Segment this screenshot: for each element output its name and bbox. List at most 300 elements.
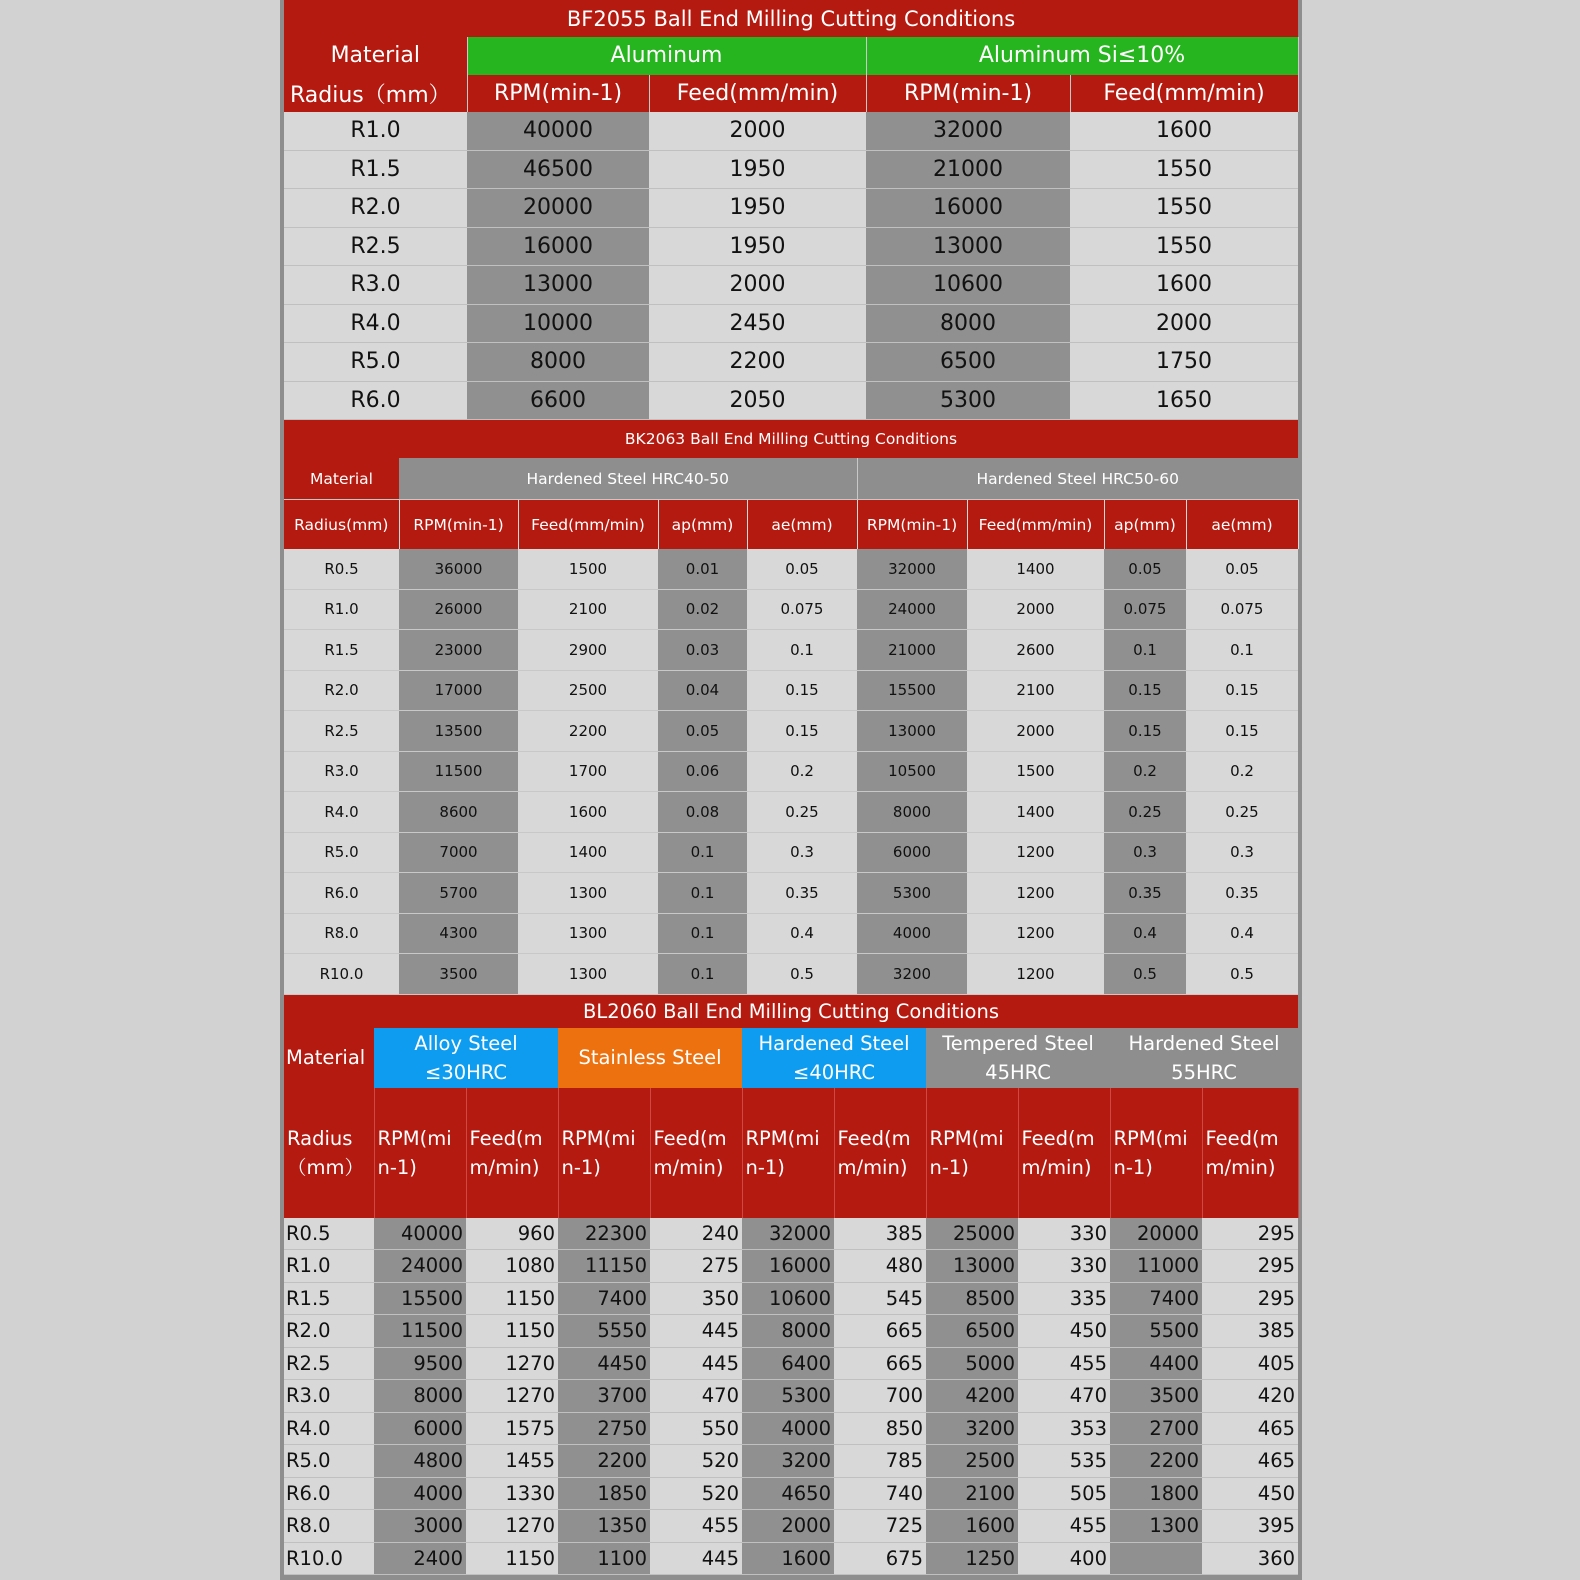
table-cell: 1300	[1110, 1510, 1202, 1543]
table-cell: 2900	[518, 630, 658, 671]
table-cell: 13000	[467, 266, 649, 305]
table-cell: R5.0	[284, 1445, 374, 1478]
table-cell: 1400	[967, 549, 1104, 589]
material-line1: Alloy Steel	[414, 1031, 518, 1055]
bk2063-column-header: Feed(mm/min)	[518, 500, 658, 550]
table-cell: 2100	[967, 670, 1104, 711]
header-line1: RPM(mi	[745, 1126, 820, 1150]
table-cell: 13000	[866, 227, 1070, 266]
table-cell: 10600	[742, 1282, 834, 1315]
bl2060-table	[284, 995, 1299, 1576]
material-line2: 55HRC	[1171, 1060, 1237, 1084]
table-cell: 7400	[1110, 1282, 1202, 1315]
table-cell: 0.35	[1186, 873, 1298, 914]
bl2060-material-alloy-steel	[374, 1028, 558, 1088]
table-cell: 550	[650, 1412, 742, 1445]
table-cell: 1950	[649, 189, 866, 228]
table-cell: R6.0	[284, 1477, 374, 1510]
table-cell: R2.5	[284, 227, 467, 266]
table-cell: 2000	[1070, 304, 1298, 343]
table-cell: 46500	[467, 150, 649, 189]
table-cell: 2700	[1110, 1412, 1202, 1445]
table-cell: 295	[1202, 1250, 1298, 1283]
table-cell: 1800	[1110, 1477, 1202, 1510]
table-cell: 2750	[558, 1412, 650, 1445]
table-cell: 11500	[399, 751, 518, 792]
bk2063-material-hrc40-50: Hardened Steel HRC40-50	[399, 458, 857, 500]
header-line2: n-1)	[745, 1155, 785, 1179]
table-cell: 36000	[399, 549, 518, 589]
table-cell: 275	[650, 1250, 742, 1283]
table-cell: 0.4	[1186, 913, 1298, 954]
header-line1: Feed(m	[469, 1126, 543, 1150]
table-cell: 0.5	[747, 954, 857, 995]
table-cell: 445	[650, 1315, 742, 1348]
table-cell: 0.05	[747, 549, 857, 589]
table-cell: 1950	[649, 150, 866, 189]
header-line2: n-1)	[377, 1155, 417, 1179]
table-cell: 5550	[558, 1315, 650, 1348]
table-cell: 4000	[742, 1412, 834, 1445]
table-cell: 13000	[926, 1250, 1018, 1283]
header-line2: m/min)	[653, 1155, 724, 1179]
table-cell: R0.5	[284, 549, 399, 589]
table-cell: 665	[834, 1347, 926, 1380]
table-cell: R8.0	[284, 913, 399, 954]
header-line1: Feed(m	[653, 1126, 727, 1150]
table-cell: 2200	[1110, 1445, 1202, 1478]
table-row	[284, 1250, 1298, 1283]
bl2060-column-header	[834, 1088, 926, 1218]
table-cell: 24000	[857, 589, 967, 630]
table-cell: 0.03	[658, 630, 747, 671]
table-cell: 32000	[857, 549, 967, 589]
table-cell: 1575	[466, 1412, 558, 1445]
table-cell: 15500	[374, 1282, 466, 1315]
table-cell: 0.3	[747, 832, 857, 873]
table-row	[284, 792, 1298, 833]
table-cell: 1270	[466, 1510, 558, 1543]
table-cell: 0.4	[1104, 913, 1186, 954]
table-cell: 0.2	[1104, 751, 1186, 792]
table-cell: 0.02	[658, 589, 747, 630]
table-cell: 7000	[399, 832, 518, 873]
bk2063-material-label: Material	[284, 458, 399, 500]
table-cell: 5300	[866, 381, 1070, 420]
table-cell: 8000	[866, 304, 1070, 343]
table-cell: 5300	[857, 873, 967, 914]
bl2060-material-label: Material	[284, 1028, 374, 1088]
table-row	[284, 630, 1298, 671]
table-cell: 0.25	[747, 792, 857, 833]
header-line1: RPM(mi	[377, 1126, 452, 1150]
table-cell: 1500	[967, 751, 1104, 792]
bk2063-column-header: RPM(min-1)	[399, 500, 518, 550]
table-cell: 1700	[518, 751, 658, 792]
bf2055-material-aluminum-si: Aluminum Si≤10%	[866, 37, 1298, 75]
header-line1: RPM(mi	[929, 1126, 1004, 1150]
table-row	[284, 266, 1298, 305]
bf2055-title: BF2055 Ball End Milling Cutting Conditions	[284, 0, 1298, 37]
table-cell: 0.05	[1186, 549, 1298, 589]
table-cell: 1300	[518, 954, 658, 995]
table-cell: 785	[834, 1445, 926, 1478]
table-cell: 8000	[467, 343, 649, 382]
table-cell: 40000	[467, 112, 649, 150]
table-cell: 2000	[649, 266, 866, 305]
table-cell: 0.3	[1186, 832, 1298, 873]
table-cell: 360	[1202, 1542, 1298, 1575]
table-cell: 505	[1018, 1477, 1110, 1510]
table-row	[284, 1510, 1298, 1543]
bl2060-column-header	[1202, 1088, 1298, 1218]
table-cell: 4000	[374, 1477, 466, 1510]
table-cell: 1600	[1070, 266, 1298, 305]
table-cell: 455	[650, 1510, 742, 1543]
table-cell: 7400	[558, 1282, 650, 1315]
table-cell: 385	[1202, 1315, 1298, 1348]
bl2060-material-hardened-55	[1110, 1028, 1298, 1088]
table-row	[284, 227, 1298, 266]
table-cell: 1455	[466, 1445, 558, 1478]
material-line1: Hardened Steel	[758, 1031, 910, 1055]
table-cell: 10000	[467, 304, 649, 343]
table-cell: 520	[650, 1477, 742, 1510]
table-cell: 0.1	[747, 630, 857, 671]
table-cell: 0.25	[1104, 792, 1186, 833]
table-cell: 450	[1018, 1315, 1110, 1348]
table-row	[284, 1315, 1298, 1348]
bf2055-table	[284, 0, 1299, 420]
table-cell: 1270	[466, 1380, 558, 1413]
table-cell: R10.0	[284, 954, 399, 995]
table-cell: 1330	[466, 1477, 558, 1510]
table-cell: R3.0	[284, 1380, 374, 1413]
table-cell: 2200	[558, 1445, 650, 1478]
table-cell: 330	[1018, 1218, 1110, 1250]
bl2060-column-header	[650, 1088, 742, 1218]
table-cell: 960	[466, 1218, 558, 1250]
table-cell: 8600	[399, 792, 518, 833]
table-row	[284, 189, 1298, 228]
table-row	[284, 549, 1298, 589]
bk2063-table	[284, 420, 1299, 995]
table-cell: 3700	[558, 1380, 650, 1413]
table-cell: 23000	[399, 630, 518, 671]
header-line2: m/min)	[837, 1155, 908, 1179]
table-cell: 2200	[649, 343, 866, 382]
table-cell: 240	[650, 1218, 742, 1250]
table-cell: 2500	[518, 670, 658, 711]
header-line1: Feed(m	[1205, 1126, 1279, 1150]
bk2063-column-header: Feed(mm/min)	[967, 500, 1104, 550]
table-cell: 330	[1018, 1250, 1110, 1283]
table-cell: 1150	[466, 1315, 558, 1348]
table-cell: 665	[834, 1315, 926, 1348]
table-cell: 700	[834, 1380, 926, 1413]
table-cell: 15500	[857, 670, 967, 711]
bl2060-material-hardened-40	[742, 1028, 926, 1088]
table-cell: 0.075	[1186, 589, 1298, 630]
table-cell: 3500	[1110, 1380, 1202, 1413]
table-row	[284, 1477, 1298, 1510]
table-cell: R2.0	[284, 670, 399, 711]
table-cell: R2.0	[284, 1315, 374, 1348]
table-cell: 1600	[518, 792, 658, 833]
header-line2: n-1)	[929, 1155, 969, 1179]
table-cell: R8.0	[284, 1510, 374, 1543]
table-cell: 16000	[742, 1250, 834, 1283]
bk2063-column-header: ae(mm)	[1186, 500, 1298, 550]
table-row	[284, 1218, 1298, 1250]
table-cell: R1.0	[284, 589, 399, 630]
table-cell: 0.075	[747, 589, 857, 630]
bl2060-column-header	[742, 1088, 834, 1218]
table-cell: 20000	[467, 189, 649, 228]
table-cell: 17000	[399, 670, 518, 711]
table-cell: 1550	[1070, 150, 1298, 189]
table-cell: R1.5	[284, 1282, 374, 1315]
table-cell: 350	[650, 1282, 742, 1315]
table-cell: 1080	[466, 1250, 558, 1283]
material-line2: ≤30HRC	[424, 1060, 507, 1084]
table-cell: 1200	[967, 873, 1104, 914]
bl2060-column-header	[1110, 1088, 1202, 1218]
table-cell: 385	[834, 1218, 926, 1250]
bf2055-column-header: Feed(mm/min)	[649, 75, 866, 113]
table-cell: 0.1	[1186, 630, 1298, 671]
table-cell: 545	[834, 1282, 926, 1315]
table-cell: 455	[1018, 1510, 1110, 1543]
table-cell: 16000	[467, 227, 649, 266]
table-cell: R10.0	[284, 1542, 374, 1575]
table-cell: R1.0	[284, 112, 467, 150]
table-cell: 335	[1018, 1282, 1110, 1315]
table-cell: 1550	[1070, 189, 1298, 228]
table-cell: R3.0	[284, 266, 467, 305]
table-cell: R4.0	[284, 304, 467, 343]
table-cell: R6.0	[284, 381, 467, 420]
table-cell: 8000	[857, 792, 967, 833]
table-cell: 1100	[558, 1542, 650, 1575]
table-cell: 465	[1202, 1412, 1298, 1445]
table-cell: 26000	[399, 589, 518, 630]
table-cell: 2450	[649, 304, 866, 343]
table-cell: 8000	[742, 1315, 834, 1348]
table-cell: 2000	[967, 589, 1104, 630]
table-row	[284, 112, 1298, 150]
table-cell: 740	[834, 1477, 926, 1510]
table-row	[284, 150, 1298, 189]
table-cell: 20000	[1110, 1218, 1202, 1250]
table-cell: 2500	[926, 1445, 1018, 1478]
table-cell: 1200	[967, 913, 1104, 954]
table-cell: 8000	[374, 1380, 466, 1413]
bk2063-column-header: Radius(mm)	[284, 500, 399, 550]
bl2060-column-header	[558, 1088, 650, 1218]
bf2055-material-label: Material	[284, 37, 467, 75]
table-cell: R4.0	[284, 792, 399, 833]
table-cell: 4800	[374, 1445, 466, 1478]
bl2060-column-header	[284, 1088, 374, 1218]
table-cell: 32000	[866, 112, 1070, 150]
table-cell: 2000	[649, 112, 866, 150]
table-row	[284, 343, 1298, 382]
table-cell: 1300	[518, 913, 658, 954]
table-row	[284, 711, 1298, 752]
table-row	[284, 954, 1298, 995]
table-cell: 0.5	[1104, 954, 1186, 995]
table-cell: 8500	[926, 1282, 1018, 1315]
table-cell: 0.3	[1104, 832, 1186, 873]
table-cell: 405	[1202, 1347, 1298, 1380]
table-cell: R2.5	[284, 711, 399, 752]
table-cell: 0.15	[1186, 670, 1298, 711]
table-cell: 2200	[518, 711, 658, 752]
table-cell: 24000	[374, 1250, 466, 1283]
bl2060-material-stainless-steel	[558, 1028, 742, 1088]
table-row	[284, 1542, 1298, 1575]
table-row	[284, 670, 1298, 711]
table-cell: 1150	[466, 1542, 558, 1575]
table-cell: 1850	[558, 1477, 650, 1510]
table-cell: R2.0	[284, 189, 467, 228]
table-cell: 0.4	[747, 913, 857, 954]
table-cell: R2.5	[284, 1347, 374, 1380]
bk2063-material-hrc50-60: Hardened Steel HRC50-60	[857, 458, 1298, 500]
table-cell: 2400	[374, 1542, 466, 1575]
table-cell: 520	[650, 1445, 742, 1478]
table-cell: 1600	[1070, 112, 1298, 150]
table-cell: 0.1	[658, 873, 747, 914]
table-cell: 25000	[926, 1218, 1018, 1250]
table-cell: 470	[1018, 1380, 1110, 1413]
table-cell: 2100	[926, 1477, 1018, 1510]
table-cell: 4450	[558, 1347, 650, 1380]
table-cell: 1200	[967, 832, 1104, 873]
table-cell: 1200	[967, 954, 1104, 995]
table-cell: 725	[834, 1510, 926, 1543]
table-cell: 9500	[374, 1347, 466, 1380]
bf2055-column-header: RPM(min-1)	[866, 75, 1070, 113]
table-cell: 11000	[1110, 1250, 1202, 1283]
header-line2: m/min)	[1021, 1155, 1092, 1179]
table-cell: 1150	[466, 1282, 558, 1315]
bf2055-column-header: Feed(mm/min)	[1070, 75, 1298, 113]
table-cell: 0.2	[1186, 751, 1298, 792]
bl2060-title: BL2060 Ball End Milling Cutting Conditions	[284, 995, 1298, 1028]
table-cell: 445	[650, 1347, 742, 1380]
table-cell: 11500	[374, 1315, 466, 1348]
bk2063-title: BK2063 Ball End Milling Cutting Conditions	[284, 420, 1298, 458]
table-cell: 1500	[518, 549, 658, 589]
bl2060-column-header	[926, 1088, 1018, 1218]
bf2055-column-header: RPM(min-1)	[467, 75, 649, 113]
table-cell: 455	[1018, 1347, 1110, 1380]
table-cell: 2000	[967, 711, 1104, 752]
table-cell: 2100	[518, 589, 658, 630]
material-line1: Hardened Steel	[1128, 1031, 1280, 1055]
table-cell: 3200	[926, 1412, 1018, 1445]
table-cell: 1400	[518, 832, 658, 873]
bk2063-column-header: ae(mm)	[747, 500, 857, 550]
table-cell: 1600	[742, 1542, 834, 1575]
table-cell: 535	[1018, 1445, 1110, 1478]
table-cell: 0.15	[747, 711, 857, 752]
table-cell: 10600	[866, 266, 1070, 305]
material-line2: ≤40HRC	[792, 1060, 875, 1084]
table-cell: 6500	[866, 343, 1070, 382]
table-cell: 6500	[926, 1315, 1018, 1348]
table-cell: 1350	[558, 1510, 650, 1543]
header-line1: RPM(mi	[1113, 1126, 1188, 1150]
table-cell: 0.05	[658, 711, 747, 752]
table-cell: 0.06	[658, 751, 747, 792]
table-cell: R4.0	[284, 1412, 374, 1445]
table-cell: 420	[1202, 1380, 1298, 1413]
material-line2: 45HRC	[985, 1060, 1051, 1084]
table-cell: 450	[1202, 1477, 1298, 1510]
header-line1: Feed(m	[837, 1126, 911, 1150]
table-cell: 0.15	[1186, 711, 1298, 752]
table-cell: 0.15	[747, 670, 857, 711]
table-cell: 0.5	[1186, 954, 1298, 995]
material-line1: Stainless Steel	[578, 1046, 722, 1069]
table-cell: 10500	[857, 751, 967, 792]
table-cell: 0.075	[1104, 589, 1186, 630]
table-cell: 3200	[857, 954, 967, 995]
table-cell: 5500	[1110, 1315, 1202, 1348]
table-row	[284, 913, 1298, 954]
table-cell: 353	[1018, 1412, 1110, 1445]
table-cell: 850	[834, 1412, 926, 1445]
bk2063-column-header: ap(mm)	[1104, 500, 1186, 550]
table-cell: 470	[650, 1380, 742, 1413]
table-cell: 0.35	[1104, 873, 1186, 914]
table-cell: 0.1	[658, 954, 747, 995]
table-row	[284, 1412, 1298, 1445]
header-line2: m/min)	[469, 1155, 540, 1179]
header-line2: （mm）	[287, 1155, 364, 1179]
table-cell: 0.08	[658, 792, 747, 833]
table-row	[284, 304, 1298, 343]
bk2063-column-header: ap(mm)	[658, 500, 747, 550]
table-cell: 0.01	[658, 549, 747, 589]
table-cell: 480	[834, 1250, 926, 1283]
table-cell: 2050	[649, 381, 866, 420]
table-row	[284, 751, 1298, 792]
table-cell: 1550	[1070, 227, 1298, 266]
bk2063-column-header: RPM(min-1)	[857, 500, 967, 550]
table-cell: R5.0	[284, 343, 467, 382]
table-cell: 1750	[1070, 343, 1298, 382]
bf2055-material-aluminum: Aluminum	[467, 37, 866, 75]
table-cell: 5700	[399, 873, 518, 914]
table-cell: 0.1	[1104, 630, 1186, 671]
table-cell: 400	[1018, 1542, 1110, 1575]
table-cell: 0.25	[1186, 792, 1298, 833]
table-cell	[1110, 1542, 1202, 1575]
header-line1: Feed(m	[1021, 1126, 1095, 1150]
table-cell: 465	[1202, 1445, 1298, 1478]
table-cell: 445	[650, 1542, 742, 1575]
table-cell: 13500	[399, 711, 518, 752]
header-line2: n-1)	[561, 1155, 601, 1179]
table-cell: 16000	[866, 189, 1070, 228]
table-cell: 6000	[374, 1412, 466, 1445]
table-cell: R6.0	[284, 873, 399, 914]
table-cell: 3000	[374, 1510, 466, 1543]
